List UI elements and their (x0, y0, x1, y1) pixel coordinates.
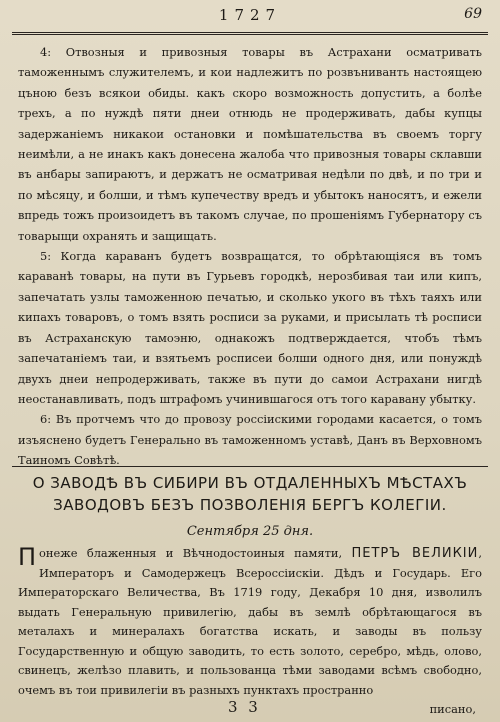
drop-cap: П (18, 543, 37, 571)
section-rule (12, 466, 488, 467)
decree-text-rest: , Императоръ и Самодержецъ Всероссіискіи. Дѣдъ и Государь. Его Императорскаго Величества, Въ 1719 году, Декабря 10 дня, изволилъ выдать Генеральную привилегію, дабы въ землѣ обрѣтающагося въ металахъ и минералахъ богатства искать, и заводы въ пользу Государственную и общую заводить, то есть золото, серебро, мѣдь, олово, свинецъ, желѣзо плавить, и пользованца тѣми заводами всѣмъ свободно, очемъ въ тои привилегіи въ разныхъ пунктахъ пространно (18, 546, 482, 697)
paragraph-4: 4: Отвозныя и привозныя товары въ Астрахани осматривать таможеннымъ служителемъ, и кои надлежитъ по розвъниванть настоящею цъною безъ всякои обиды. какъ скоро возможность допустить, а болѣе трехъ, а по нуждѣ пяти днеи отнюдь не продерживать, дабы купцы задержаніемъ никакои остановки и помѣшательства въ своемъ торгу неимѣли, а не инакъ какъ донесена жалоба что привозныя товары склавши въ анбары запираютъ, и держатъ не осматривая недѣли по двѣ, и по три и по мѣсяцу, и болши, и тѣмъ купечеству вредъ и убытокъ наносятъ, и ежели впредь тожъ произоидетъ въ такомъ случае, по прошеніямъ Губернатору съ товарыщи охранять и защищать. (18, 45, 482, 243)
paragraph-6: 6: Въ протчемъ что до провозу россіискими городами касается, о томъ изъяснено будетъ Генерально въ таможенномъ уставѣ, Данъ въ Верховномъ Таиномъ Совѣтѣ. (18, 412, 482, 468)
paragraph-5: 5: Когда караванъ будетъ возвращатся, то обрѣтающіяся въ томъ караванѣ товары, на пути въ Гурьевъ городкѣ, нерозбивая таи или кипъ, запечатать узлы таможенною печатью, и сколько укого въ тѣхъ таяхъ или кипахъ товаровъ, о томъ взять росписи за руками, и присылать тѣ росписи въ Астраханскую тамоэню, однакожъ подтверждается, чтобъ тѣмъ запечатаніемъ таи, и взятьемъ росписеи болши одного дня, или понуждѣ двухъ днеи непродерживать, также въ пути до самои Астрахани нигдѣ неостанавливать, подъ штрафомъ учинившагося отъ того каравану убытку. (18, 249, 482, 406)
emperor-name: ПЕТРЪ ВЕЛИКІИ (351, 546, 479, 561)
page-year: 1727 (218, 6, 282, 24)
decree-paragraph (18, 544, 482, 700)
decree-text-start: онеже блаженныя и Вѣчнодостоиныя памяти, (39, 546, 352, 560)
printer-signature: 3 3 (228, 698, 261, 716)
document-body (18, 42, 482, 471)
section-title: О ЗАВОДѢ ВЪ СИБИРИ ВЪ ОТДАЛЕННЫХЪ МѢСТАХЪ ЗАВОДОВЪ БЕЗЪ ПОЗВОЛЕНІЯ БЕРГЪ КОЛЕГІИ. (32, 474, 468, 514)
section-date: Сентября 25 дня. (186, 524, 314, 539)
header-rule (12, 32, 488, 35)
decree-text (18, 544, 482, 700)
page-number: 69 (464, 6, 482, 22)
catchword: писано, (429, 702, 476, 716)
page-header (0, 4, 500, 30)
